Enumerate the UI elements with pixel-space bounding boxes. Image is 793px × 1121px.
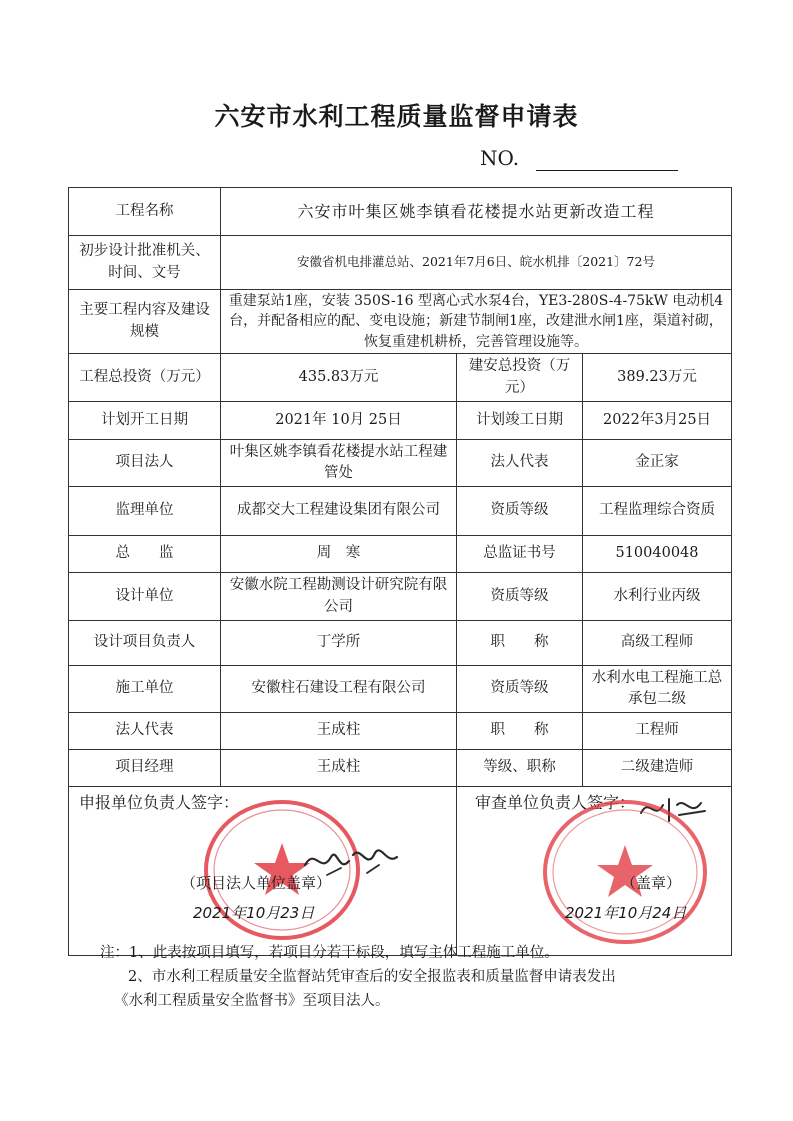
pm-grade-value: 二级建造师	[583, 750, 732, 787]
start-date-value: 2021年 10月 25日	[221, 402, 457, 440]
design-lead-title-label: 职 称	[457, 621, 583, 666]
note-line-2: 2、市水利工程质量安全监督站凭审查后的安全报监表和质量监督申请表发出	[128, 969, 616, 985]
reviewer-seal-icon	[537, 795, 713, 949]
construction-investment-value: 389.23万元	[583, 354, 732, 402]
table-row	[69, 666, 732, 713]
supervisor-unit-label: 监理单位	[69, 487, 221, 536]
page-title: 六安市水利工程质量监督申请表	[214, 102, 579, 131]
signature-row	[69, 787, 732, 956]
certificate-value: 510040048	[583, 536, 732, 573]
design-lead-value: 丁学所	[221, 621, 457, 666]
approval-value: 安徽省机电排灌总站、2021年7月6日、皖水机排〔2021〕72号	[221, 236, 732, 290]
supervisor-qualification-label: 资质等级	[457, 487, 583, 536]
number-label: NO.	[480, 146, 520, 170]
design-unit-label: 设计单位	[69, 573, 221, 621]
content-label: 主要工程内容及建设规模	[69, 290, 221, 354]
contractor-qualification-label: 资质等级	[457, 666, 583, 713]
project-name-label: 工程名称	[69, 188, 221, 236]
table-row	[69, 621, 732, 666]
applicant-signature-label: 申报单位负责人签字：	[79, 793, 240, 812]
table-row	[69, 536, 732, 573]
note-line-3: 《水利工程质量安全监督书》至项目法人。	[114, 993, 390, 1009]
legal-rep-label: 法人代表	[457, 440, 583, 487]
legal-entity-value: 叶集区姚李镇看花楼提水站工程建管处	[221, 440, 457, 487]
pm-label: 项目经理	[69, 750, 221, 787]
total-investment-value: 435.83万元	[221, 354, 457, 402]
design-unit-value: 安徽水院工程勘测设计研究院有限公司	[221, 573, 457, 621]
total-investment-label: 工程总投资（万元）	[69, 354, 221, 402]
supervisor-qualification-value: 工程监理综合资质	[583, 487, 732, 536]
supervisor-unit-value: 成都交大工程建设集团有限公司	[221, 487, 457, 536]
design-lead-label: 设计项目负责人	[69, 621, 221, 666]
notes	[100, 941, 740, 1013]
reviewer-signature-label: 审查单位负责人签字：	[475, 793, 636, 812]
construction-investment-label: 建安总投资（万元）	[457, 354, 583, 402]
contractor-rep-value: 王成柱	[221, 713, 457, 750]
approval-label: 初步设计批准机关、时间、文号	[69, 236, 221, 290]
design-qualification-value: 水利行业丙级	[583, 573, 732, 621]
table-row	[69, 290, 732, 354]
applicant-stamp-note: （项目法人单位盖章）	[181, 874, 332, 892]
applicant-signature-cell	[69, 787, 457, 956]
legal-rep-value: 金正家	[583, 440, 732, 487]
start-date-label: 计划开工日期	[69, 402, 221, 440]
reviewer-date: 2021年10月24日	[565, 904, 687, 922]
table-row	[69, 236, 732, 290]
legal-entity-label: 项目法人	[69, 440, 221, 487]
contractor-value: 安徽柱石建设工程有限公司	[221, 666, 457, 713]
end-date-value: 2022年3月25日	[583, 402, 732, 440]
content-value: 重建泵站1座，安装 350S-16 型离心式水泵4台，YE3-280S-4-75kW 电动机4台，并配备相应的配、变电设施；新建节制闸1座，改建泄水闸1座，渠道衬砌，恢复重建机耕桥，完善管理设施等。	[221, 290, 732, 354]
contractor-rep-title-value: 工程师	[583, 713, 732, 750]
table-row	[69, 713, 732, 750]
table-row	[69, 402, 732, 440]
reviewer-stamp-note: （盖章）	[621, 874, 682, 892]
table-row	[69, 354, 732, 402]
application-form-table	[68, 187, 732, 956]
note-line-1: 注：1、此表按项目填写，若项目分若干标段，填写主体工程施工单位。	[100, 945, 559, 961]
number-field-line	[536, 170, 678, 171]
applicant-date: 2021年10月23日	[193, 904, 315, 922]
table-row	[69, 750, 732, 787]
contractor-qualification-value: 水利水电工程施工总承包二级	[583, 666, 732, 713]
project-name-value: 六安市叶集区姚李镇看花楼提水站更新改造工程	[221, 188, 732, 236]
design-qualification-label: 资质等级	[457, 573, 583, 621]
pm-grade-label: 等级、职称	[457, 750, 583, 787]
end-date-label: 计划竣工日期	[457, 402, 583, 440]
design-lead-title-value: 高级工程师	[583, 621, 732, 666]
chief-supervisor-value: 周 寒	[221, 536, 457, 573]
table-row	[69, 573, 732, 621]
table-row	[69, 188, 732, 236]
chief-supervisor-label: 总 监	[69, 536, 221, 573]
pm-value: 王成柱	[221, 750, 457, 787]
certificate-label: 总监证书号	[457, 536, 583, 573]
table-row	[69, 440, 732, 487]
contractor-rep-title-label: 职 称	[457, 713, 583, 750]
reviewer-signature-cell	[457, 787, 732, 956]
contractor-rep-label: 法人代表	[69, 713, 221, 750]
contractor-label: 施工单位	[69, 666, 221, 713]
table-row	[69, 487, 732, 536]
